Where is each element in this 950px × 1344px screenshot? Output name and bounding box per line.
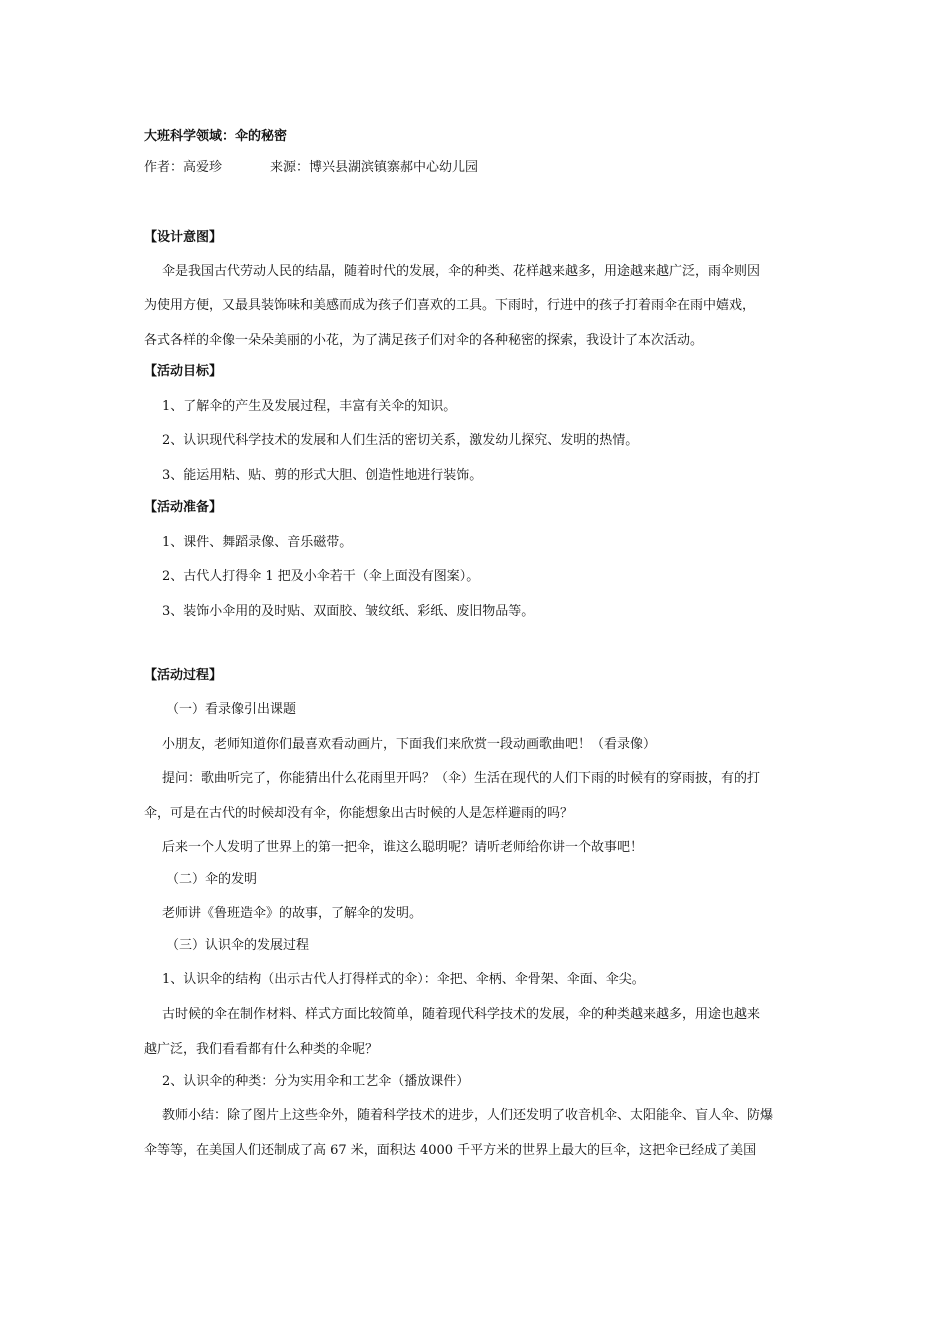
prep-item-1: 1、课件、舞蹈录像、音乐磁带。 [162,535,353,550]
step1-title: （一）看录像引出课题 [166,702,297,717]
step2-paragraph-1: 老师讲《鲁班造伞》的故事，了解伞的发明。 [162,906,423,921]
prep-heading: 【活动准备】 [144,500,223,515]
process-heading: 【活动过程】 [144,668,223,683]
goal-item-1: 1、了解伞的产生及发展过程，丰富有关伞的知识。 [162,399,457,414]
prep-item-3: 3、装饰小伞用的及时贴、双面胶、皱纹纸、彩纸、废旧物品等。 [162,604,535,619]
goals-heading: 【活动目标】 [144,364,223,379]
step3-paragraph-2-line-2: 伞等等，在美国人们还制成了高 67 米，面积达 4000 千平方米的世界上最大的巨伞，这把伞已经成了美国 [144,1143,757,1158]
document-title: 大班科学领域：伞的秘密 [144,129,288,144]
design-paragraph-line-2: 为使用方便，又最具装饰味和美感而成为孩子们喜欢的工具。下雨时，行进中的孩子打着雨伞在雨中嬉戏， [144,298,756,313]
goal-item-2: 2、认识现代科学技术的发展和人们生活的密切关系，激发幼儿探究、发明的热情。 [162,433,639,448]
step3-paragraph-1-line-2: 越广泛，我们看看都有什么种类的伞呢？ [144,1042,379,1057]
step1-paragraph-3: 后来一个人发明了世界上的第一把伞，谁这么聪明呢？请听老师给你讲一个故事吧！ [162,840,644,855]
step3-paragraph-1-line-1: 古时候的伞在制作材料、样式方面比较简单，随着现代科学技术的发展，伞的种类越来越多，用途也越来 [162,1007,761,1022]
author: 作者：高爱珍 [144,160,223,175]
prep-item-2: 2、古代人打得伞 1 把及小伞若干（伞上面没有图案）。 [162,569,480,584]
step3-title: （三）认识伞的发展过程 [166,938,310,953]
design-heading: 【设计意图】 [144,230,223,245]
design-paragraph-line-1: 伞是我国古代劳动人民的结晶，随着时代的发展，伞的种类、花样越来越多，用途越来越广泛，雨伞则因 [162,264,761,279]
design-paragraph-line-3: 各式各样的伞像一朵朵美丽的小花，为了满足孩子们对伞的各种秘密的探索，我设计了本次活动。 [144,333,704,348]
step1-paragraph-2-line-2: 伞，可是在古代的时候却没有伞，你能想象出古时候的人是怎样避雨的吗？ [144,806,574,821]
step1-paragraph-1: 小朋友，老师知道你们最喜欢看动画片，下面我们来欣赏一段动画歌曲吧！（看录像） [162,737,657,752]
source: 来源：博兴县湖滨镇寨郝中心幼儿园 [270,160,479,175]
step3-paragraph-2-line-1: 教师小结：除了图片上这些伞外，随着科学技术的进步，人们还发明了收音机伞、太阳能伞、盲人伞、防爆 [162,1108,774,1123]
step1-paragraph-2-line-1: 提问：歌曲听完了，你能猜出什么花雨里开吗？（伞）生活在现代的人们下雨的时候有的穿雨披，有的打 [162,771,761,786]
step3-item-1: 1、认识伞的结构（出示古代人打得样式的伞）：伞把、伞柄、伞骨架、伞面、伞尖。 [162,972,645,987]
author-source-line [144,159,478,177]
step2-title: （二）伞的发明 [166,872,258,887]
goal-item-3: 3、能运用粘、贴、剪的形式大胆、创造性地进行装饰。 [162,468,483,483]
step3-item-2: 2、认识伞的种类：分为实用伞和工艺伞（播放课件） [162,1074,470,1089]
